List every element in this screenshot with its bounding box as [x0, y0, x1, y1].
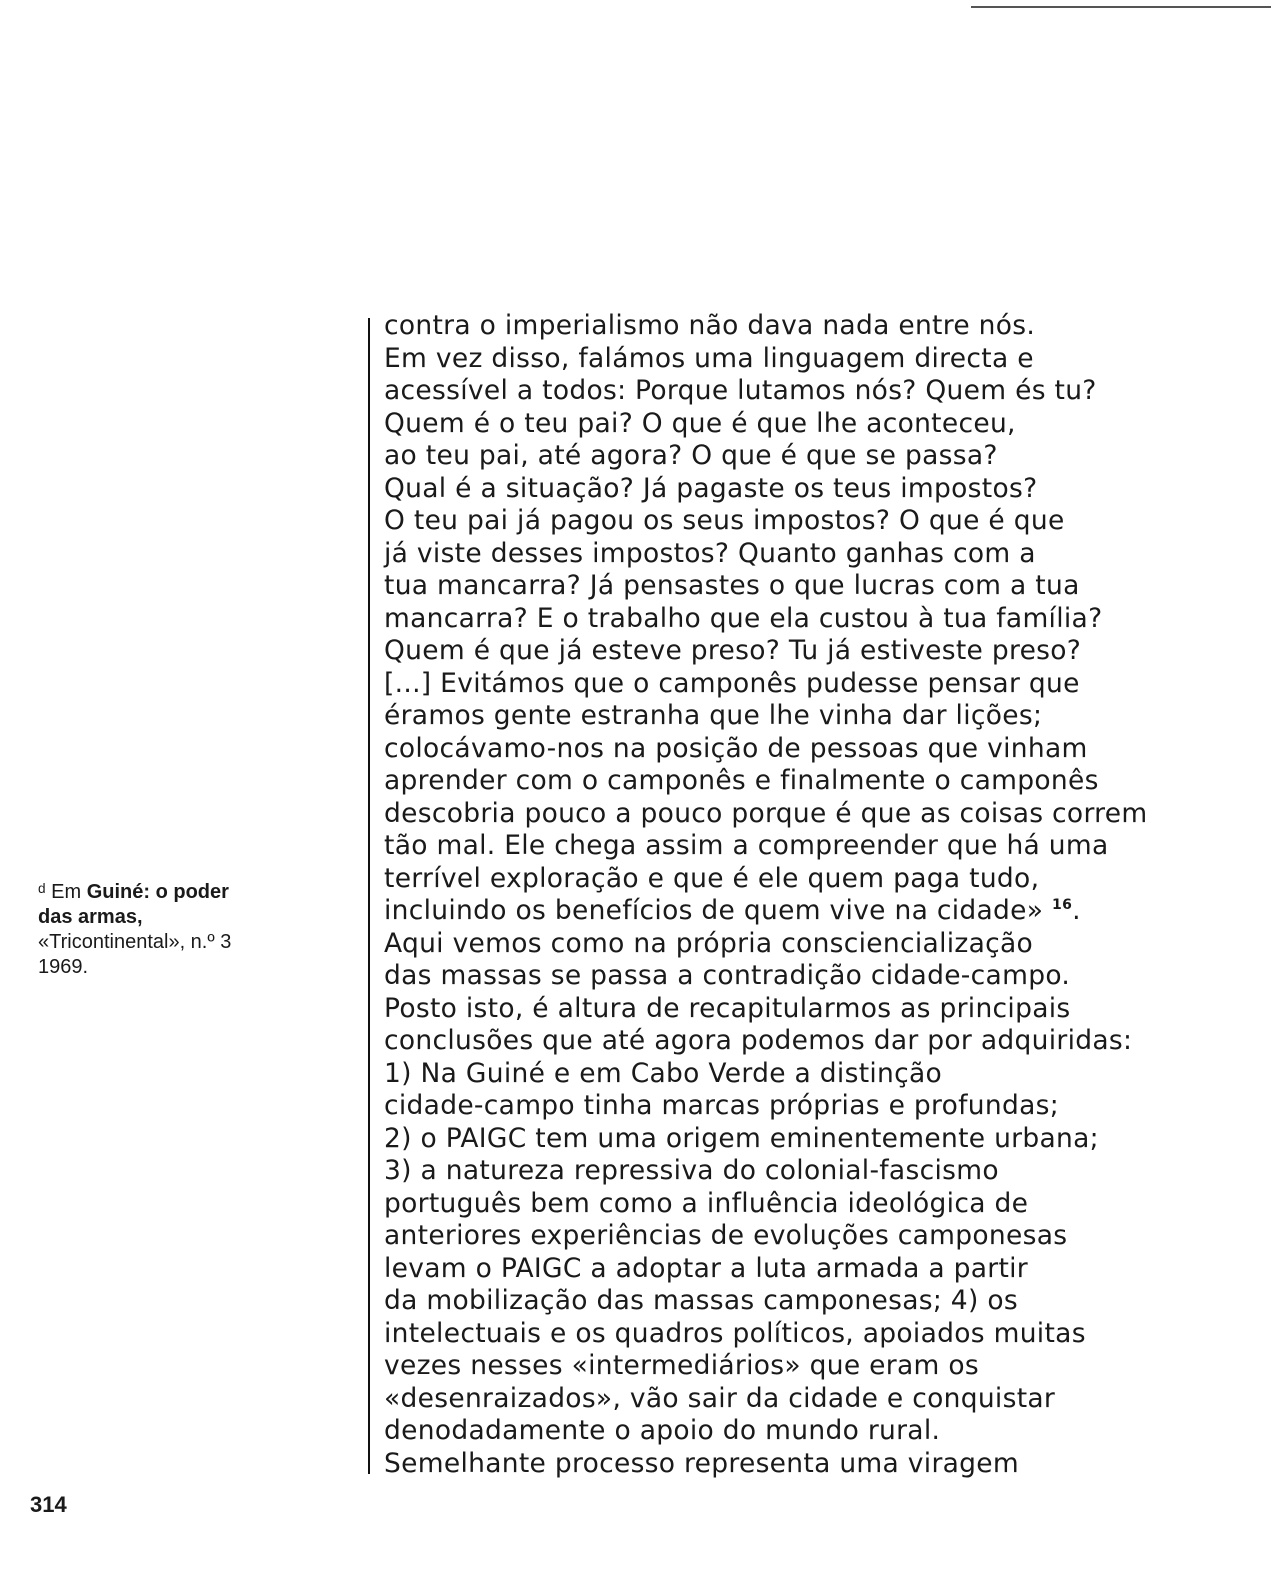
text-line: da mobilização das massas camponesas; 4) os: [384, 1285, 1018, 1316]
text-line: terrível exploração e que é ele quem paga tudo,: [384, 862, 1040, 894]
text-line-content: incluindo os benefícios de quem vive na cidade»: [384, 895, 1044, 926]
text-line: vezes nesses «intermediários» que eram os: [384, 1350, 979, 1381]
text-line: tua mancarra? Já pensastes o que lucras com a tua: [384, 570, 1080, 601]
text-line: 1) Na Guiné e em Cabo Verde a distinção: [384, 1057, 943, 1089]
text-line: Qual é a situação? Já pagaste os teus impostos?: [384, 472, 1038, 504]
margin-note-line: [38, 905, 338, 930]
text-line: denodadamente o apoio do mundo rural.: [384, 1415, 941, 1446]
margin-note-marker: ᵈ: [38, 881, 46, 903]
margin-note-prefix: Em: [51, 881, 87, 903]
text-line: «desenraizados», vão sair da cidade e conquistar: [384, 1382, 1056, 1414]
text-line: tão mal. Ele chega assim a compreender que há uma: [384, 830, 1109, 861]
text-line: 3) a natureza repressiva do colonial-fascismo: [384, 1155, 999, 1186]
text-line: Posto isto, é altura de recapitularmos as principais: [384, 992, 1071, 1024]
margin-note-year: 1969.: [38, 956, 89, 978]
text-line: mancarra? E o trabalho que ela custou à tua família?: [384, 602, 1103, 634]
text-line: anteriores experiências de evoluções camponesas: [384, 1220, 1068, 1251]
text-line: já viste desses impostos? Quanto ganhas com a: [384, 537, 1036, 569]
margin-note-source-title: Guiné: o poder: [86, 881, 229, 903]
text-line: Quem é o teu pai? O que é que lhe aconteceu,: [384, 407, 1016, 439]
body-text: [384, 310, 1244, 1480]
margin-note-publication: «Tricontinental», n.º 3: [38, 931, 232, 953]
text-line: éramos gente estranha que lhe vinha dar lições;: [384, 700, 1043, 731]
text-line: Semelhante processo representa uma viragem: [384, 1447, 1020, 1479]
page-number: 314: [30, 1492, 67, 1517]
text-line: contra o imperialismo não dava nada entre nós.: [384, 310, 1036, 341]
text-line: cidade-campo tinha marcas próprias e profundas;: [384, 1090, 1059, 1121]
text-line-with-footnote: [384, 895, 1244, 928]
top-rule: [971, 6, 1271, 8]
text-line: colocávamo-nos na posição de pessoas que vinham: [384, 732, 1088, 764]
text-line: intelectuais e os quadros políticos, apoiados muitas: [384, 1317, 1086, 1349]
margin-rule: [368, 318, 370, 1474]
text-line: ao teu pai, até agora? O que é que se passa?: [384, 440, 998, 471]
text-line: levam o PAIGC a adoptar a luta armada a partir: [384, 1252, 1029, 1284]
text-line: das massas se passa a contradição cidade-campo.: [384, 960, 1071, 991]
text-line: O teu pai já pagou os seus impostos? O que é que: [384, 505, 1065, 536]
text-line: 2) o PAIGC tem uma origem eminentemente urbana;: [384, 1122, 1099, 1154]
text-line: português bem como a influência ideológica de: [384, 1187, 1029, 1219]
text-line: aprender com o camponês e finalmente o camponês: [384, 765, 1099, 796]
text-line: acessível a todos: Porque lutamos nós? Quem és tu?: [384, 375, 1097, 406]
footnote-suffix: .: [1072, 895, 1081, 926]
text-line: [...] Evitámos que o camponês pudesse pensar que: [384, 667, 1080, 699]
margin-note-source-title-cont: das armas,: [38, 906, 143, 928]
footnote-reference: 16: [1052, 897, 1073, 914]
margin-note-line: [38, 880, 338, 905]
text-line: Aqui vemos como na própria consciencialização: [384, 927, 1034, 959]
text-line: conclusões que até agora podemos dar por adquiridas:: [384, 1025, 1133, 1056]
text-line: Em vez disso, falámos uma linguagem directa e: [384, 342, 1034, 374]
margin-note: [38, 880, 338, 980]
text-line: Quem é que já esteve preso? Tu já estiveste preso?: [384, 635, 1082, 666]
text-line: descobria pouco a pouco porque é que as coisas correm: [384, 797, 1148, 829]
